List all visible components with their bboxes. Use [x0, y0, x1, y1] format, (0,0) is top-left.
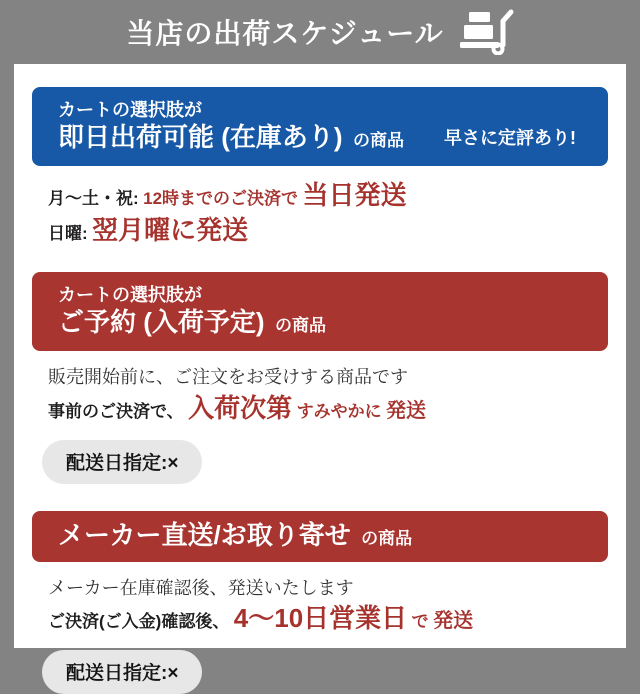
row-condition: で — [411, 612, 429, 632]
banner-line2 — [58, 122, 404, 153]
banner-line1: カートの選択肢が — [58, 100, 202, 120]
schedule-row-sunday — [48, 215, 608, 247]
preorder-note: 販売開始前に、ご注文をお受けする商品です — [48, 367, 408, 388]
banner-in-stock-text — [58, 98, 404, 153]
banner-suffix: の商品 — [361, 528, 413, 548]
row-tail: 発送 — [386, 399, 427, 422]
row-label: 月〜土・祝: — [48, 189, 139, 209]
banner-emphasis: ご予約 (入荷予定) — [58, 307, 265, 338]
row-label: 事前のご決済で、 — [48, 401, 184, 421]
delivery-date-badge: 配送日指定:× — [42, 650, 202, 694]
delivery-date-badge: 配送日指定:× — [42, 440, 202, 484]
banner-preorder — [32, 272, 608, 351]
row-label: ご決済(ご入金)確認後、 — [48, 612, 230, 632]
row-tail: 発送 — [433, 610, 474, 633]
row-emphasis: 翌月曜に発送 — [92, 215, 249, 246]
banner-line1: カートの選択肢が — [58, 284, 202, 305]
header — [0, 0, 640, 64]
banner-suffix: の商品 — [353, 131, 404, 151]
banner-preorder-text — [58, 283, 326, 338]
banner-line2 — [58, 307, 326, 338]
banner-line2 — [58, 520, 412, 551]
in-stock-schedule — [48, 180, 608, 246]
preorder-shipping-row — [48, 393, 608, 425]
schedule-row-weekday — [48, 180, 608, 212]
banner-direct-ship — [32, 511, 608, 562]
banner-suffix: の商品 — [275, 316, 326, 336]
banner-in-stock — [32, 87, 608, 166]
row-label: 日曜: — [48, 224, 88, 244]
row-condition: 12時までのご決済で — [143, 189, 299, 209]
row-emphasis: 当日発送 — [302, 180, 407, 211]
banner-direct-ship-text — [58, 520, 412, 551]
content-panel — [14, 64, 626, 684]
row-condition: すみやかに — [296, 401, 382, 421]
banner-emphasis: メーカー直送/お取り寄せ — [58, 519, 351, 550]
banner-tagline: 早さに定評あり! — [444, 127, 576, 148]
banner-emphasis: 即日出荷可能 (在庫あり) — [58, 122, 343, 153]
direct-ship-note: メーカー在庫確認後、発送いたします — [48, 577, 354, 598]
hand-truck-icon — [460, 9, 514, 55]
direct-ship-shipping-row — [48, 603, 608, 635]
page-title: 当店の出荷スケジュール — [126, 18, 444, 49]
row-emphasis: 4〜10日営業日 — [233, 603, 408, 634]
row-emphasis: 入荷次第 — [188, 392, 293, 423]
